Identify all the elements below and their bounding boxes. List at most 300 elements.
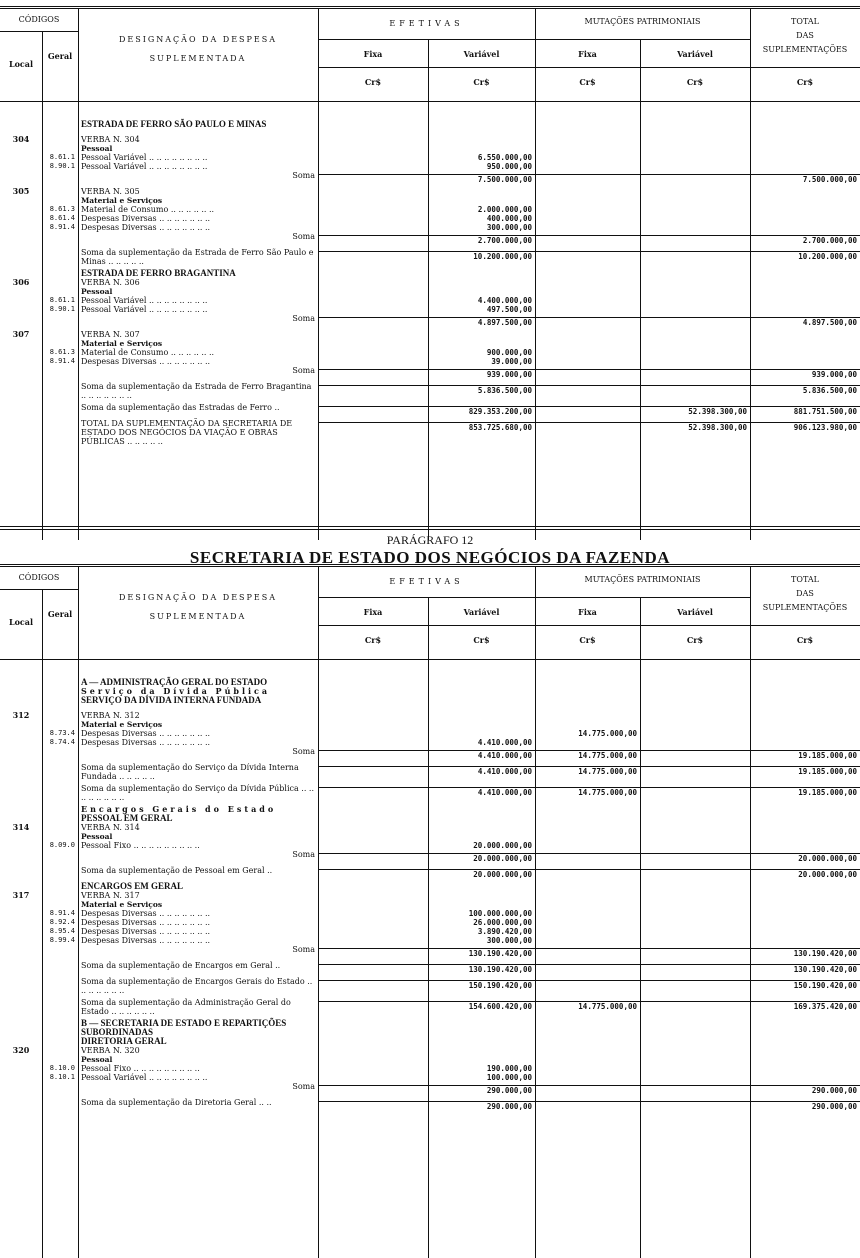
total-row — [0, 403, 860, 416]
local-code — [0, 1055, 42, 1064]
designacao: Soma da suplementação da Estrada de Ferro São Paulo e Minas .. .. .. .. .. — [81, 248, 316, 266]
mutacao-variavel-value — [640, 687, 750, 696]
mutacao-fixa-value: 14.775.000,00 — [578, 729, 637, 738]
total-suplementacao-value — [750, 120, 860, 129]
total-suplementacao-value — [750, 909, 860, 918]
table-header — [0, 564, 860, 660]
designacao: VERBA N. 314 — [81, 823, 140, 832]
efetiva-variavel-value — [428, 1037, 535, 1046]
designacao: Soma da suplementação do Serviço da Dívida Pública .. .. .. .. .. .. .. .. — [81, 784, 317, 802]
table-row — [0, 339, 860, 348]
efetiva-fixa-value — [318, 787, 428, 802]
mutacao-fixa-value — [535, 223, 640, 232]
mutacao-variavel-value — [640, 1101, 750, 1111]
total-suplementacao-value — [750, 205, 860, 214]
efetiva-variavel-value: 130.190.420,00 — [428, 948, 535, 958]
designacao: Pessoal — [81, 287, 113, 296]
local-code — [0, 738, 42, 747]
mutacao-fixa-value — [535, 936, 640, 945]
local-code — [0, 248, 42, 266]
efetiva-fixa-value — [318, 120, 428, 129]
table-row — [0, 153, 860, 162]
efetiva-fixa-value — [318, 738, 428, 747]
table-row — [0, 1055, 860, 1064]
total-suplementacao-value — [750, 891, 860, 900]
total-suplementacao-value: 881.751.500,00 — [750, 406, 860, 416]
geral-code — [42, 747, 78, 760]
table-row — [0, 832, 860, 841]
geral-code — [42, 196, 78, 205]
section-divider — [0, 526, 860, 530]
soma-row — [0, 232, 860, 245]
section-heading-row — [0, 120, 860, 129]
efetiva-fixa-value — [318, 918, 428, 927]
mutacao-variavel-value — [640, 900, 750, 909]
currency-label: Cr$ — [686, 635, 704, 645]
local-code — [0, 961, 42, 974]
total-suplementacao-value — [750, 882, 860, 891]
geral-heading: Geral — [47, 51, 73, 61]
local-code — [0, 729, 42, 738]
mutacao-variavel-value — [640, 738, 750, 747]
geral-code — [42, 278, 78, 287]
efetiva-variavel-value — [428, 120, 535, 129]
local-code — [0, 936, 42, 945]
designacao: Despesas Diversas .. .. .. .. .. .. .. — [81, 223, 211, 232]
mutacao-variavel-value — [640, 787, 750, 802]
geral-code — [42, 977, 78, 995]
total-suplementacao-value — [750, 153, 860, 162]
total-heading: TOTAL — [791, 17, 819, 26]
total-suplementacao-value — [750, 814, 860, 823]
local-code — [0, 977, 42, 995]
mutacao-fixa-value — [535, 357, 640, 366]
geral-code: 8.10.0 — [49, 1064, 75, 1072]
designacao: Despesas Diversas .. .. .. .. .. .. .. — [81, 738, 211, 747]
efetiva-fixa-value — [318, 766, 428, 781]
mutacoes-heading: MUTAÇÕES PATRIMONIAIS — [584, 17, 701, 26]
efetiva-variavel-value — [428, 823, 535, 832]
local-code — [0, 205, 42, 214]
mutacao-variavel-value — [640, 287, 750, 296]
designacao: Soma da suplementação de Pessoal em Geral .. — [81, 866, 273, 875]
efetiva-fixa-value — [318, 187, 428, 196]
section-heading-row — [0, 814, 860, 823]
geral-code — [42, 120, 78, 129]
local-code — [0, 1082, 42, 1095]
mutacao-variavel-value — [640, 1055, 750, 1064]
total-row — [0, 977, 860, 995]
local-code: 314 — [12, 822, 30, 832]
mutacao-fixa-value — [535, 287, 640, 296]
local-code — [0, 144, 42, 153]
designacao: Pessoal Fixo .. .. .. .. .. .. .. .. .. — [81, 841, 200, 850]
total-row — [0, 1098, 860, 1111]
mutacao-fixa-value — [535, 135, 640, 144]
mutacao-variavel-value — [640, 1085, 750, 1095]
table-row — [0, 223, 860, 232]
efetiva-variavel-value: 3.890.420,00 — [477, 927, 532, 936]
efetiva-fixa-value — [318, 964, 428, 974]
designacao: DIRETORIA GERAL — [81, 1036, 167, 1046]
local-code — [0, 305, 42, 314]
mutacao-fixa-value — [535, 1046, 640, 1055]
efetiva-fixa-value — [318, 720, 428, 729]
efetiva-fixa-value — [318, 317, 428, 327]
mutacao-fixa-value — [535, 823, 640, 832]
local-heading: Local — [8, 617, 34, 627]
total-suplementacao-value — [750, 223, 860, 232]
total-suplementacao-value — [750, 214, 860, 223]
local-code — [0, 232, 42, 245]
local-code: 305 — [12, 186, 30, 196]
efetiva-variavel-value — [428, 729, 535, 738]
designacao-heading: DESIGNAÇÃO DA DESPESA — [118, 593, 277, 602]
designacao: Soma da suplementação de Encargos Gerais do Estado .. .. .. .. .. .. .. — [81, 977, 315, 995]
mutacao-variavel-value — [640, 805, 750, 814]
designacao: Material de Consumo .. .. .. .. .. .. — [81, 348, 215, 357]
efetiva-variavel-value — [428, 187, 535, 196]
mutacao-variavel-value — [640, 882, 750, 891]
mutacao-fixa-value — [535, 1019, 640, 1037]
mutacao-fixa-value: 14.775.000,00 — [535, 1001, 640, 1016]
mutacao-variavel-value — [640, 766, 750, 781]
mutacao-fixa-value — [535, 1085, 640, 1095]
mutacao-variavel-value — [640, 174, 750, 184]
local-code — [0, 720, 42, 729]
local-code — [0, 287, 42, 296]
geral-code — [42, 1046, 78, 1055]
geral-code: 8.09.0 — [49, 841, 75, 849]
table-row — [0, 909, 860, 918]
efetiva-variavel-value: 2.000.000,00 — [477, 205, 532, 214]
suplementacoes-heading: SUPLEMENTAÇÕES — [762, 45, 848, 54]
geral-code — [42, 248, 78, 266]
table-body — [0, 660, 860, 1258]
designacao: Material de Consumo .. .. .. .. .. .. — [81, 205, 215, 214]
local-code — [0, 366, 42, 379]
mutacao-fixa-value — [535, 348, 640, 357]
designacao: Material e Serviços — [81, 196, 163, 205]
efetiva-fixa-value — [318, 891, 428, 900]
designacao: Soma da suplementação de Encargos em Geral .. — [81, 961, 281, 970]
geral-code: 8.99.4 — [49, 936, 75, 944]
mutacao-variavel-value — [640, 711, 750, 720]
local-code — [0, 1019, 42, 1037]
geral-code: 8.90.1 — [49, 162, 75, 170]
total-suplementacao-value — [750, 720, 860, 729]
geral-code — [42, 711, 78, 720]
table-row — [0, 214, 860, 223]
mutacao-fixa-value — [535, 1101, 640, 1111]
designacao: VERBA N. 320 — [81, 1046, 140, 1055]
table-row — [0, 348, 860, 357]
designacao: Soma — [292, 747, 315, 756]
mutacao-variavel-value — [640, 936, 750, 945]
table-row — [0, 187, 860, 196]
local-code — [0, 866, 42, 879]
efetiva-variavel-value: 4.410.000,00 — [477, 738, 532, 747]
efetiva-variavel-value — [428, 144, 535, 153]
local-code — [0, 747, 42, 760]
table-row — [0, 196, 860, 205]
designacao: Soma — [292, 1082, 315, 1091]
local-code: 307 — [12, 329, 30, 339]
total-suplementacao-value — [750, 269, 860, 278]
mutacao-fixa-value — [535, 317, 640, 327]
geral-code: 8.91.4 — [49, 909, 75, 917]
table-row — [0, 205, 860, 214]
efetiva-variavel-value — [428, 891, 535, 900]
efetiva-variavel-value — [428, 339, 535, 348]
local-code — [0, 120, 42, 129]
total-suplementacao-value: 20.000.000,00 — [750, 869, 860, 879]
geral-code — [42, 891, 78, 900]
efetiva-fixa-value — [318, 1046, 428, 1055]
efetiva-fixa-value — [318, 678, 428, 687]
geral-code — [42, 1098, 78, 1111]
efetivas-heading: EFETIVAS — [389, 577, 464, 586]
efetiva-fixa-value — [318, 330, 428, 339]
geral-code — [42, 696, 78, 705]
designacao: Soma — [292, 366, 315, 375]
efetiva-fixa-value — [318, 296, 428, 305]
total-suplementacao-value — [750, 936, 860, 945]
local-code — [0, 162, 42, 171]
local-code: 304 — [12, 134, 30, 144]
total-suplementacao-value — [750, 348, 860, 357]
efetivas-variavel-heading: Variável — [463, 607, 500, 617]
mutacao-fixa-value — [535, 235, 640, 245]
designacao: Encargos Gerais do Estado — [81, 804, 277, 814]
efetiva-variavel-value: 300.000,00 — [486, 223, 532, 232]
efetiva-fixa-value — [318, 1064, 428, 1073]
mutacao-fixa-value — [535, 832, 640, 841]
designacao: VERBA N. 307 — [81, 330, 140, 339]
table-row — [0, 287, 860, 296]
geral-code — [42, 1037, 78, 1046]
geral-code — [42, 1082, 78, 1095]
table-row — [0, 330, 860, 339]
mutacao-variavel-value — [640, 153, 750, 162]
total-suplementacao-value: 19.185.000,00 — [750, 750, 860, 760]
mutacao-fixa-value — [535, 814, 640, 823]
mutacao-fixa-value — [535, 980, 640, 995]
mutacao-fixa-value — [535, 805, 640, 814]
total-suplementacao-value — [750, 287, 860, 296]
designacao: Despesas Diversas .. .. .. .. .. .. .. — [81, 918, 211, 927]
mutacao-variavel-value — [640, 729, 750, 738]
total-suplementacao-value — [750, 278, 860, 287]
efetiva-fixa-value — [318, 1055, 428, 1064]
geral-code — [42, 171, 78, 184]
table-row — [0, 936, 860, 945]
geral-code — [42, 144, 78, 153]
designacao: Soma — [292, 232, 315, 241]
efetiva-fixa-value — [318, 385, 428, 400]
table-row — [0, 278, 860, 287]
geral-code — [42, 269, 78, 278]
geral-code — [42, 287, 78, 296]
total-suplementacao-value — [750, 1073, 860, 1082]
total-row — [0, 998, 860, 1016]
mutacoes-variavel-heading: Variável — [677, 49, 713, 59]
efetiva-fixa-value — [318, 305, 428, 314]
mutacao-variavel-value — [640, 696, 750, 705]
mutacao-fixa-value — [535, 964, 640, 974]
total-suplementacao-value: 19.185.000,00 — [750, 766, 860, 781]
das-heading: DAS — [796, 31, 814, 40]
designacao: Despesas Diversas .. .. .. .. .. .. .. — [81, 214, 211, 223]
total-suplementacao-value — [750, 738, 860, 747]
mutacao-variavel-value — [640, 832, 750, 841]
local-code — [0, 841, 42, 850]
paragraph-label: PARÁGRAFO 12 — [386, 533, 474, 547]
efetiva-variavel-value — [428, 720, 535, 729]
efetiva-variavel-value — [428, 696, 535, 705]
soma-row — [0, 171, 860, 184]
geral-code — [42, 382, 78, 400]
designacao: VERBA N. 305 — [81, 187, 140, 196]
geral-code — [42, 814, 78, 823]
efetiva-variavel-value: 4.400.000,00 — [477, 296, 532, 305]
designacao: Despesas Diversas .. .. .. .. .. .. .. — [81, 729, 211, 738]
mutacao-fixa-value — [535, 120, 640, 129]
geral-code — [42, 232, 78, 245]
table-row — [0, 1064, 860, 1073]
geral-code: 8.73.4 — [49, 729, 75, 737]
mutacao-variavel-value — [640, 814, 750, 823]
local-code — [0, 763, 42, 781]
efetiva-variavel-value: 290.000,00 — [428, 1085, 535, 1095]
efetiva-variavel-value: 7.500.000,00 — [428, 174, 535, 184]
soma-row — [0, 945, 860, 958]
mutacao-fixa-value — [535, 406, 640, 416]
mutacoes-variavel-heading: Variável — [677, 607, 713, 617]
local-code — [0, 296, 42, 305]
efetiva-variavel-value: 4.410.000,00 — [428, 750, 535, 760]
designacao: VERBA N. 317 — [81, 891, 140, 900]
designacao: Despesas Diversas .. .. .. .. .. .. .. — [81, 357, 211, 366]
efetiva-variavel-value: 497.500,00 — [486, 305, 532, 314]
mutacao-variavel-value — [640, 853, 750, 863]
efetiva-fixa-value — [318, 348, 428, 357]
efetiva-fixa-value — [318, 235, 428, 245]
mutacao-variavel-value — [640, 205, 750, 214]
geral-code — [42, 419, 78, 446]
geral-code — [42, 1055, 78, 1064]
mutacao-fixa-value — [535, 900, 640, 909]
table-row — [0, 927, 860, 936]
efetiva-fixa-value — [318, 196, 428, 205]
total-suplementacao-value — [750, 1037, 860, 1046]
efetivas-fixa-heading: Fixa — [363, 49, 383, 59]
mutacao-variavel-value — [640, 869, 750, 879]
geral-code — [42, 403, 78, 416]
mutacao-fixa-value: 14.775.000,00 — [535, 766, 640, 781]
designacao: Pessoal Variável .. .. .. .. .. .. .. .. — [81, 162, 208, 171]
local-code — [0, 850, 42, 863]
designacao: B — SECRETARIA DE ESTADO E REPARTIÇÕES SUBORDINADAS — [81, 1018, 289, 1037]
total-suplementacao-value — [750, 678, 860, 687]
geral-code — [42, 330, 78, 339]
mutacao-variavel-value — [640, 1073, 750, 1082]
mutacao-variavel-value — [640, 235, 750, 245]
efetiva-fixa-value — [318, 841, 428, 850]
total-suplementacao-value — [750, 687, 860, 696]
mutacao-variavel-value — [640, 214, 750, 223]
local-code — [0, 223, 42, 232]
efetiva-variavel-value — [428, 1055, 535, 1064]
mutacao-fixa-value — [535, 330, 640, 339]
efetiva-fixa-value — [318, 223, 428, 232]
designacao: Pessoal — [81, 1055, 113, 1064]
geral-code: 8.74.4 — [49, 738, 75, 746]
suplementacoes-heading: SUPLEMENTAÇÕES — [762, 603, 848, 612]
efetiva-variavel-value — [428, 1019, 535, 1037]
efetiva-variavel-value — [428, 678, 535, 687]
efetiva-variavel-value: 39.000,00 — [491, 357, 532, 366]
table-row — [0, 720, 860, 729]
mutacao-variavel-value — [640, 948, 750, 958]
total-suplementacao-value — [750, 339, 860, 348]
efetiva-variavel-value: 100.000.000,00 — [468, 909, 532, 918]
efetiva-fixa-value — [318, 369, 428, 379]
mutacao-variavel-value: 52.398.300,00 — [640, 406, 750, 416]
mutacao-variavel-value — [640, 1019, 750, 1037]
efetiva-variavel-value — [428, 687, 535, 696]
total-row — [0, 961, 860, 974]
table-body — [0, 102, 860, 540]
suplementada-heading: SUPLEMENTADA — [149, 612, 247, 621]
currency-label: Cr$ — [473, 77, 490, 87]
mutacao-fixa-value — [535, 269, 640, 278]
efetiva-fixa-value — [318, 832, 428, 841]
mutacao-variavel-value — [640, 269, 750, 278]
efetiva-fixa-value — [318, 1019, 428, 1037]
efetiva-variavel-value — [428, 882, 535, 891]
efetiva-fixa-value — [318, 711, 428, 720]
mutacao-fixa-value — [535, 927, 640, 936]
mutacao-fixa-value — [535, 205, 640, 214]
total-suplementacao-value — [750, 357, 860, 366]
total-suplementacao-value — [750, 196, 860, 205]
mutacoes-heading: MUTAÇÕES PATRIMONIAIS — [584, 575, 701, 584]
table-row — [0, 357, 860, 366]
geral-code — [42, 850, 78, 863]
mutacao-variavel-value — [640, 1064, 750, 1073]
efetiva-variavel-value: 2.700.000,00 — [428, 235, 535, 245]
paragraph-title — [0, 533, 860, 568]
local-code — [0, 918, 42, 927]
efetiva-variavel-value: 150.190.420,00 — [428, 980, 535, 995]
mutacao-fixa-value — [535, 909, 640, 918]
mutacao-fixa-value — [535, 214, 640, 223]
total-suplementacao-value: 10.200.000,00 — [750, 251, 860, 266]
mutacao-variavel-value — [640, 369, 750, 379]
designacao: Soma da suplementação das Estradas de Ferro .. — [81, 403, 280, 412]
table-row — [0, 135, 860, 144]
efetiva-fixa-value — [318, 153, 428, 162]
efetiva-variavel-value: 939.000,00 — [428, 369, 535, 379]
designacao: Despesas Diversas .. .. .. .. .. .. .. — [81, 909, 211, 918]
mutacao-fixa-value — [535, 853, 640, 863]
mutacao-variavel-value — [640, 187, 750, 196]
table-row — [0, 738, 860, 747]
table-row — [0, 711, 860, 720]
section-heading-row — [0, 1019, 860, 1037]
geral-code: 8.61.4 — [49, 214, 75, 222]
